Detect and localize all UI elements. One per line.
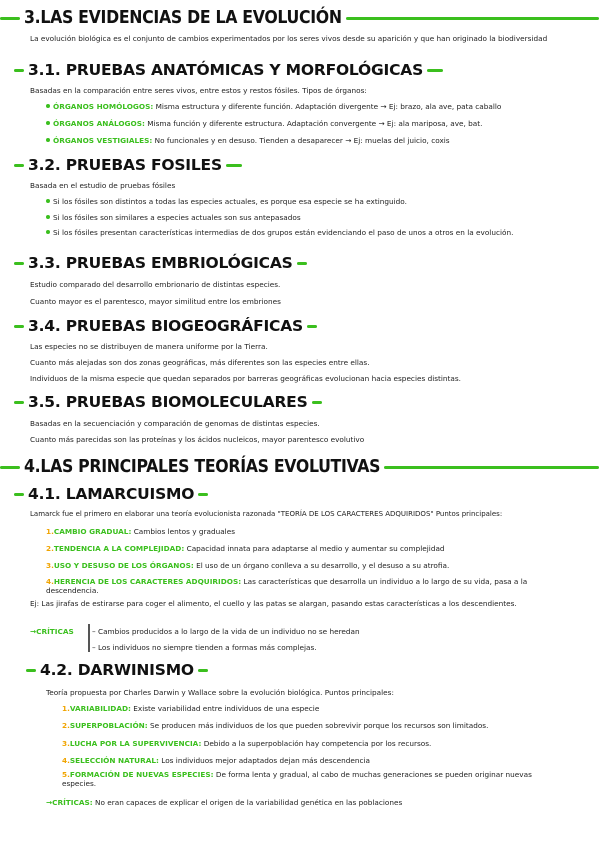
term-text: Misma función y diferente estructura. Adaptación convergente → Ej: ala mariposa, ave, bat. <box>147 119 483 128</box>
bullet-dot <box>46 230 50 234</box>
point-item <box>62 721 488 730</box>
point-label: TENDENCIA A LA COMPLEJIDAD: <box>53 544 185 553</box>
point-number: 3. <box>46 561 54 570</box>
subsection-3-3-heading <box>14 251 307 275</box>
term-label: ÓRGANOS HOMÓLOGOS: <box>53 102 154 111</box>
section-3-heading <box>0 6 599 30</box>
critics-line <box>46 798 402 807</box>
list-item <box>46 229 566 237</box>
subsection-3-3-title: 3.3. PRUEBAS EMBRIOLÓGICAS <box>28 254 293 272</box>
point-text: De forma lenta y gradual, al cabo de muchas generaciones se pueden originar nuevas especies. <box>62 770 532 788</box>
heading-dash <box>14 401 24 404</box>
point-item <box>46 577 566 595</box>
point-item <box>46 544 445 553</box>
subsection-3-5-title: 3.5. PRUEBAS BIOMOLECULARES <box>28 393 308 411</box>
heading-dash <box>26 669 36 672</box>
example-text: Ej: Las jirafas de estirarse para coger el alimento, el cuello y las patas se alargan, pasando estas características a los descendientes. <box>30 599 517 608</box>
subsection-4-2-intro: Teoría propuesta por Charles Darwin y Wallace sobre la evolución biológica. Puntos principales: <box>46 688 394 697</box>
heading-dash <box>14 69 24 72</box>
heading-rule <box>346 17 599 20</box>
point-item <box>62 739 431 748</box>
subsection-3-2-title: 3.2. PRUEBAS FOSILES <box>28 156 222 174</box>
section-3-intro: La evolución biológica es el conjunto de cambios experimentados por los seres vivos desde su aparición y que han originado la biodiversidad <box>30 34 548 43</box>
point-text: Las características que desarrolla un individuo a lo largo de su vida, pasa a la descendencia. <box>46 577 528 595</box>
point-text: Capacidad innata para adaptarse al medio y aumentar su complejidad <box>186 544 445 553</box>
point-text: El uso de un órgano conlleva a su desarrollo, y el desuso a su atrofia. <box>196 561 450 570</box>
heading-rule <box>0 466 20 469</box>
critics-label-text: →CRÍTICAS: <box>46 798 93 807</box>
term-label: ÓRGANOS ANÁLOGOS: <box>53 119 145 128</box>
point-number: 2. <box>62 721 70 730</box>
subsection-4-2-title: 4.2. DARWINISMO <box>40 661 194 679</box>
point-item <box>46 527 235 536</box>
paragraph-line: Estudio comparado del desarrollo embrionario de distintas especies. <box>30 280 281 289</box>
heading-dash <box>226 164 242 167</box>
term-label: ÓRGANOS VESTIGIALES: <box>53 136 153 145</box>
bullet-dot <box>46 121 50 125</box>
point-number: 4. <box>62 756 70 765</box>
paragraph-line: Cuanto más parecidas son las proteínas y los ácidos nucleicos, mayor parentesco evolutivo <box>30 435 365 444</box>
point-number: 5. <box>62 770 70 779</box>
point-label: VARIABILIDAD: <box>69 704 131 713</box>
heading-rule <box>384 466 599 469</box>
point-text: Se producen más individuos de los que pueden sobrevivir porque los recursos son limitados. <box>150 721 489 730</box>
heading-dash <box>198 669 208 672</box>
point-label: CAMBIO GRADUAL: <box>53 527 132 536</box>
paragraph-line: Cuanto mayor es el parentesco, mayor similitud entre los embriones <box>30 297 281 306</box>
point-item <box>62 770 568 788</box>
subsection-3-1-heading <box>14 58 443 82</box>
bullet-dot <box>46 104 50 108</box>
subsection-3-2-intro: Basada en el estudio de pruebas fósiles <box>30 181 176 190</box>
section-4-heading <box>0 455 599 479</box>
list-item <box>46 136 450 145</box>
point-text: Cambios lentos y graduales <box>133 527 235 536</box>
bullet-dot <box>46 215 50 219</box>
paragraph-line: Cuanto más alejadas son dos zonas geográficas, más diferentes son las especies entre ellas. <box>30 358 370 367</box>
critic-item: – Cambios producidos a lo largo de la vida de un individuo no se heredan <box>92 627 360 636</box>
subsection-3-1-title: 3.1. PRUEBAS ANATÓMICAS Y MORFOLÓGICAS <box>28 61 424 79</box>
point-number: 3. <box>62 739 70 748</box>
critics-brace <box>88 624 90 652</box>
heading-dash <box>14 262 24 265</box>
term-text: Misma estructura y diferente función. Adaptación divergente → Ej: brazo, ala ave, pata caballo <box>155 102 502 111</box>
heading-dash <box>14 164 24 167</box>
subsection-3-4-heading <box>14 314 317 338</box>
heading-dash <box>427 69 443 72</box>
subsection-4-1-heading <box>14 482 208 506</box>
subsection-4-1-title: 4.1. LAMARCUISMO <box>28 485 195 503</box>
critics-label-text: →CRÍTICAS <box>30 627 74 636</box>
point-item <box>62 756 370 765</box>
point-text: Existe variabilidad entre individuos de una especie <box>133 704 320 713</box>
bullet-dot <box>46 199 50 203</box>
point-label: SUPERPOBLACIÓN: <box>69 721 148 730</box>
point-item <box>62 704 319 713</box>
point-number: 1. <box>46 527 54 536</box>
section-3-title: 3.LAS EVIDENCIAS DE LA EVOLUCIÓN <box>24 8 342 28</box>
bullet-dot <box>46 138 50 142</box>
subsection-3-1-intro: Basadas en la comparación entre seres vivos, entre estos y restos fósiles. Tipos de órganos: <box>30 86 367 95</box>
list-item <box>46 102 501 111</box>
point-label: SELECCIÓN NATURAL: <box>69 756 159 765</box>
paragraph-line: Basadas en la secuenciación y comparación de genomas de distintas especies. <box>30 419 320 428</box>
critics-text: No eran capaces de explicar el origen de la variabilidad genética en las poblaciones <box>95 798 403 807</box>
heading-dash <box>14 493 24 496</box>
heading-rule <box>0 17 20 20</box>
point-text: Debido a la superpoblación hay competencia por los recursos. <box>203 739 432 748</box>
point-number: 4. <box>46 577 54 586</box>
critic-item: – Los individuos no siempre tienden a formas más complejas. <box>92 643 317 652</box>
subsection-3-5-heading <box>14 390 322 414</box>
paragraph-line: Individuos de la misma especie que quedan separados por barreras geográficas evolucionan hacia especies distintas. <box>30 374 462 383</box>
subsection-3-4-title: 3.4. PRUEBAS BIOGEOGRÁFICAS <box>28 317 303 335</box>
list-item <box>46 213 301 222</box>
point-text: Los individuos mejor adaptados dejan más descendencia <box>161 756 371 765</box>
list-item-text: Si los fósiles son distintos a todas las especies actuales, es porque esa especie se ha extinguido. <box>53 197 407 206</box>
list-item-text: Si los fósiles son similares a especies actuales son sus antepasados <box>53 213 301 222</box>
point-number: 1. <box>62 704 70 713</box>
list-item <box>46 197 407 206</box>
section-4-title: 4.LAS PRINCIPALES TEORÍAS EVOLUTIVAS <box>24 457 381 477</box>
heading-dash <box>297 262 307 265</box>
point-label: FORMACIÓN DE NUEVAS ESPECIES: <box>69 770 214 779</box>
point-item <box>46 561 449 570</box>
term-text: No funcionales y en desuso. Tienden a desaparecer → Ej: muelas del juicio, coxis <box>154 136 450 145</box>
point-label: USO Y DESUSO DE LOS ÓRGANOS: <box>53 561 194 570</box>
list-item-text: Si los fósiles presentan características intermedias de dos grupos están evidenciando el paso de unos a otros en la evolución. <box>53 228 514 237</box>
list-item <box>46 119 482 128</box>
subsection-4-1-intro: Lamarck fue el primero en elaborar una teoría evolucionista razonada "TEORÍA DE LOS CARACTERES ADQUIRIDOS" Puntos principales: <box>30 510 503 518</box>
point-label: LUCHA POR LA SUPERVIVENCIA: <box>69 739 202 748</box>
heading-dash <box>307 325 317 328</box>
point-label: HERENCIA DE LOS CARACTERES ADQUIRIDOS: <box>53 577 242 586</box>
subsection-4-2-heading <box>26 658 208 682</box>
paragraph-line: Las especies no se distribuyen de manera uniforme por la Tierra. <box>30 342 268 351</box>
heading-dash <box>198 493 208 496</box>
subsection-3-2-heading <box>14 153 242 177</box>
point-number: 2. <box>46 544 54 553</box>
critics-label <box>30 627 74 636</box>
heading-dash <box>14 325 24 328</box>
heading-dash <box>312 401 322 404</box>
